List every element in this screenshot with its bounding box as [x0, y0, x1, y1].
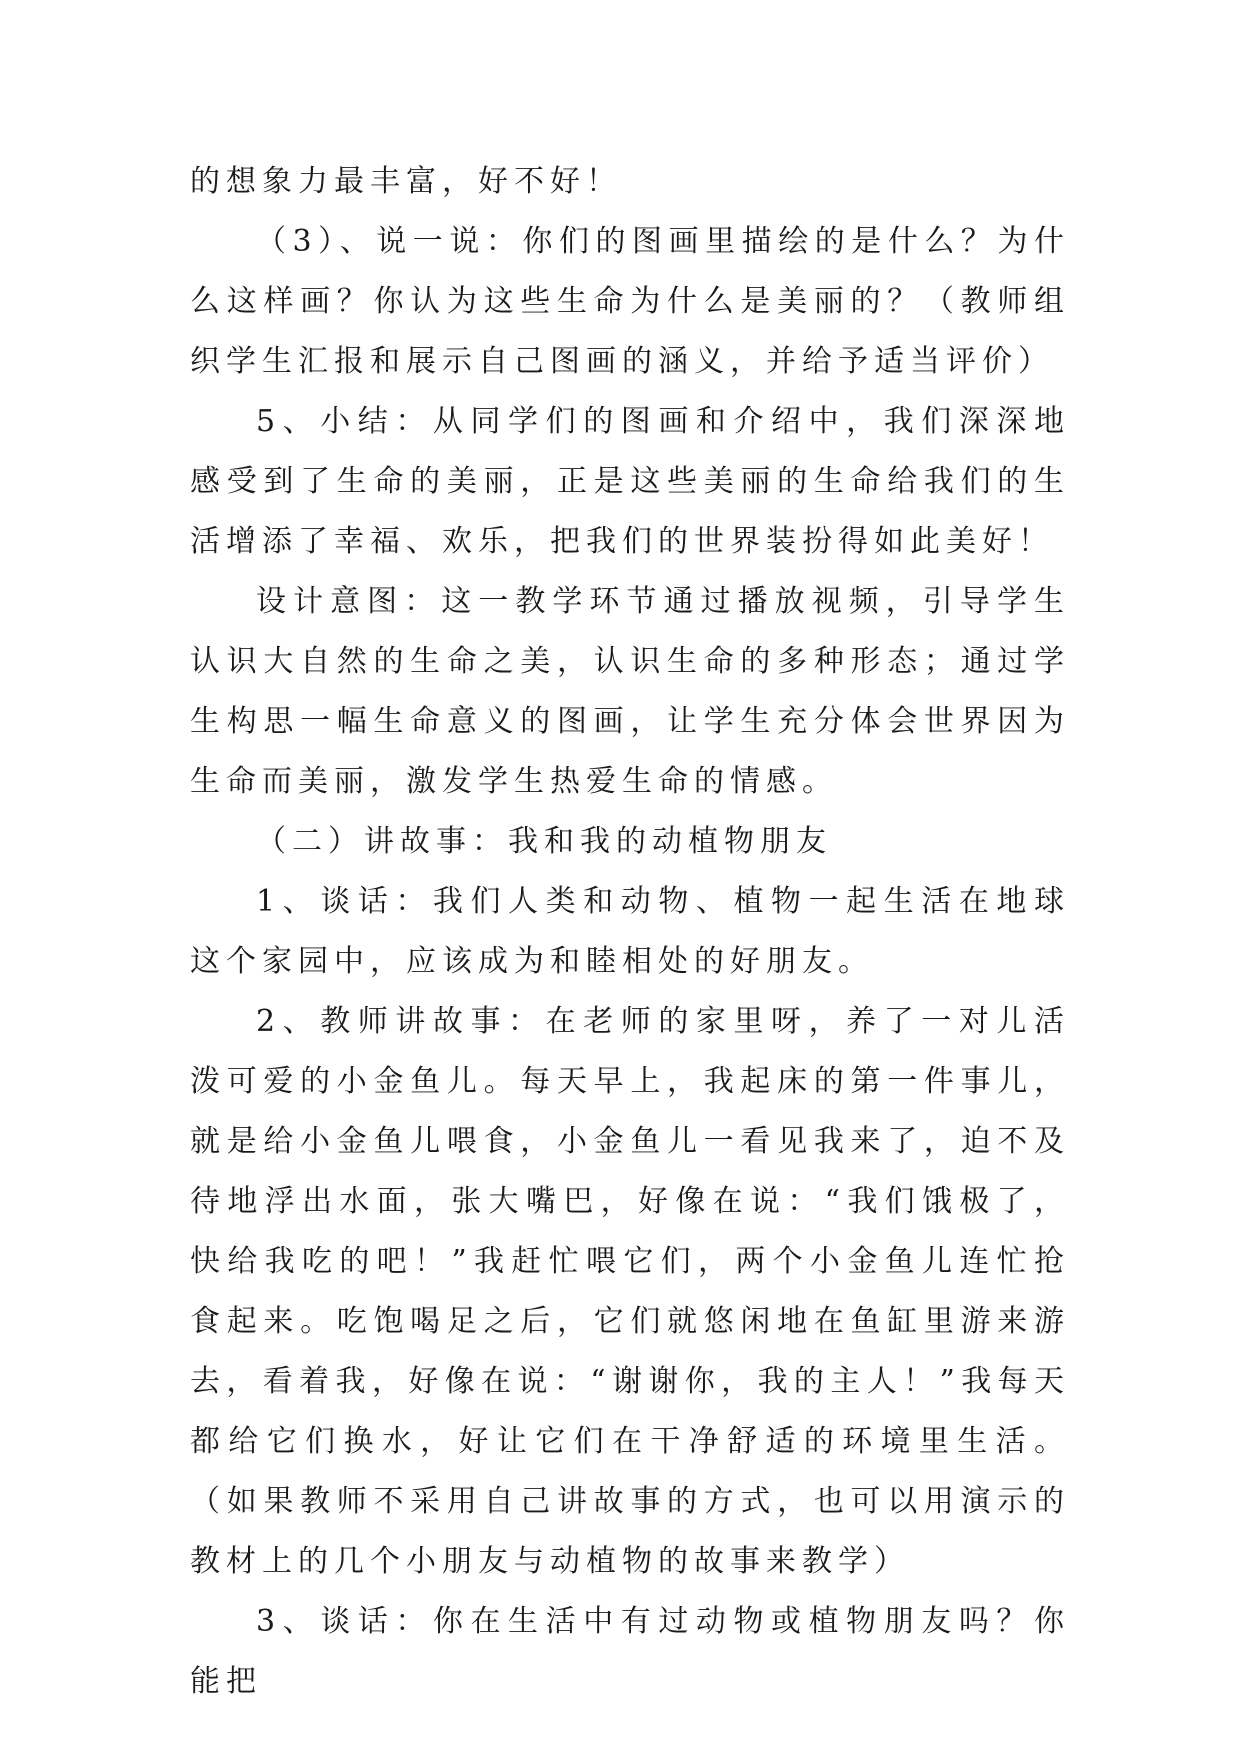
paragraph-design-intent: 设计意图：这一教学环节通过播放视频，引导学生认识大自然的生命之美，认识生命的多种形态；通过学生构思一幅生命意义的图画，让学生充分体会世界因为生命而美丽，激发学生热爱生命的情感。 [190, 584, 1070, 799]
paragraph-talk-1: 1、谈话：我们人类和动物、植物一起生活在地球这个家园中，应该成为和睦相处的好朋友。 [190, 884, 1070, 979]
paragraph-talk-3: 3、谈话：你在生活中有过动物或植物朋友吗？你能把 [190, 1604, 1070, 1699]
document-body [190, 152, 1070, 1712]
paragraph-continuation: 的想象力最丰富，好不好！ [190, 164, 622, 199]
paragraph-teacher-story: 2、教师讲故事：在老师的家里呀，养了一对儿活泼可爱的小金鱼儿。每天早上，我起床的第一件事儿，就是给小金鱼儿喂食，小金鱼儿一看见我来了，迫不及待地浮出水面，张大嘴巴，好像在说：“我们饿极了，快给我吃的吧！”我赶忙喂它们，两个小金鱼儿连忙抢食起来。吃饱喝足之后，它们就悠闲地在鱼缸里游来游去，看着我，好像在说：“谢谢你，我的主人！”我每天都给它们换水，好让它们在干净舒适的环境里生活。（如果教师不采用自己讲故事的方式，也可以用演示的教材上的几个小朋友与动植物的故事来教学） [190, 1004, 1070, 1579]
section-heading-storytelling: （二）讲故事：我和我的动植物朋友 [256, 824, 832, 859]
paragraph-step-3: （3）、说一说：你们的图画里描绘的是什么？为什么这样画？你认为这些生命为什么是美丽的？（教师组织学生汇报和展示自己图画的涵义，并给予适当评价） [190, 224, 1070, 379]
paragraph-summary: 5、小结：从同学们的图画和介绍中，我们深深地感受到了生命的美丽，正是这些美丽的生命给我们的生活增添了幸福、欢乐，把我们的世界装扮得如此美好！ [190, 404, 1070, 559]
